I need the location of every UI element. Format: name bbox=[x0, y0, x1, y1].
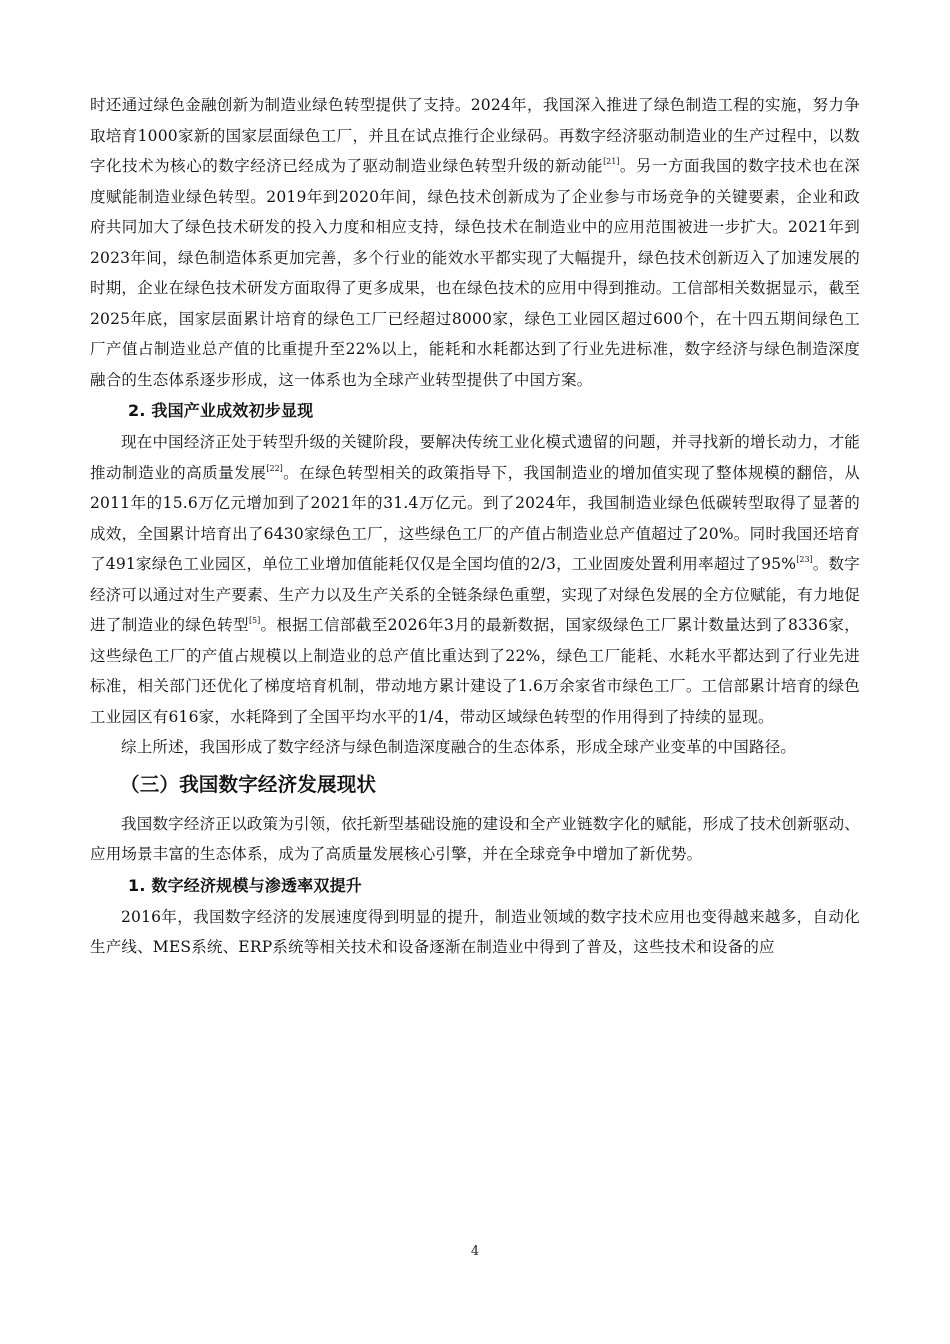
paragraph-green-finance bbox=[90, 90, 860, 395]
page-body bbox=[90, 90, 860, 963]
paragraph-digital-intro: 我国数字经济正以政策为引领，依托新型基础设施的建设和全产业链数字化的赋能，形成了技术创新驱动、应用场景丰富的生态体系，成为了高质量发展核心引擎，并在全球竞争中增加了新优势。 bbox=[90, 814, 860, 863]
citation-ref: [5] bbox=[248, 616, 261, 625]
page-number: 4 bbox=[470, 1244, 480, 1259]
paragraph-text: 时还通过绿色金融创新为制造业绿色转型提供了支持。2024年，我国深入推进了绿色制造工程的实施，努力争取培育1000家新的国家层面绿色工厂，并且在试点推行企业绿码。再数字经济驱动制造业的生产过程中，以数字化技术为核心的数字经济已经成为了驱动制造业绿色转型升级的新动能 bbox=[90, 96, 860, 175]
paragraph-text: 现在中国经济正处于转型升级的关键阶段，要解决传统工业化模式遗留的问题，并寻找新的增长动力，才能推动制造业的高质量发展 bbox=[90, 433, 860, 482]
section-heading-digital-economy: （三）我国数字经济发展现状 bbox=[120, 772, 377, 796]
paragraph-summary: 综上所述，我国形成了数字经济与绿色制造深度融合的生态体系，形成全球产业变革的中国路径。 bbox=[121, 738, 797, 756]
paragraph-industry-results bbox=[90, 427, 860, 732]
paragraph-text: 。数字经济可以通过对生产要素、生产力以及生产关系的全链条绿色重塑，实现了对绿色发展的全方位赋能，有力地促进了制造业的绿色转型 bbox=[90, 555, 860, 634]
citation-ref: [22] bbox=[266, 463, 283, 473]
citation-ref: [23] bbox=[796, 555, 813, 564]
subheading-industry-results: 2. 我国产业成效初步显现 bbox=[128, 401, 314, 420]
citation-ref: [21] bbox=[603, 157, 620, 166]
paragraph-2016-development: 2016年，我国数字经济的发展速度得到明显的提升，制造业领域的数字技术应用也变得越来越多，自动化生产线、MES系统、ERP系统等相关技术和设备逐渐在制造业中得到了普及，这些技术和设备的应 bbox=[90, 907, 860, 956]
paragraph-text: 。在绿色转型相关的政策指导下，我国制造业的增加值实现了整体规模的翻倍，从2011年的15.6万亿元增加到了2021年的31.4万亿元。到了2024年，我国制造业绿色低碳转型取得了显著的成效，全国累计培育出了6430家绿色工厂，这些绿色工厂的产值占制造业总产值超过了20%。同时我国还培育了491家绿色工业园区，单位工业增加值能耗仅仅是全国均值的2/3，工业固废处置利用率超过了95% bbox=[90, 463, 861, 573]
paragraph-text: 。另一方面我国的数字技术也在深度赋能制造业绿色转型。2019年到2020年间，绿色技术创新成为了企业参与市场竞争的关键要素，企业和政府共同加大了绿色技术研发的投入力度和相应支持，绿色技术在制造业中的应用范围被进一步扩大。2021年到2023年间，绿色制造体系更加完善，多个行业的能效水平都实现了大幅提升，绿色技术创新迈入了加速发展的时期，企业在绿色技术研发方面取得了更多成果，也在绿色技术的应用中得到推动。工信部相关数据显示，截至2025年底，国家层面累计培育的绿色工厂已经超过8000家，绿色工业园区超过600个，在十四五期间绿色工厂产值占制造业总产值的比重提升至22%以上，能耗和水耗都达到了行业先进标准，数字经济与绿色制造深度融合的生态体系逐步形成，这一体系也为全球产业转型提供了中国方案。 bbox=[90, 157, 860, 389]
subheading-scale-penetration: 1. 数字经济规模与渗透率双提升 bbox=[128, 875, 362, 895]
paragraph-text: 。根据工信部截至2026年3月的最新数据，国家级绿色工厂累计数量达到了8336家，这些绿色工厂的产值占规模以上制造业的总产值比重达到了22%，绿色工厂能耗、水耗水平都达到了行业先进标准，相关部门还优化了梯度培育机制，带动地方累计建设了1.6万余家省市绿色工厂。工信部累计培育的绿色工业园区有616家，水耗降到了全国平均水平的1/4，带动区域绿色转型的作用得到了持续的显现。 bbox=[90, 616, 860, 726]
